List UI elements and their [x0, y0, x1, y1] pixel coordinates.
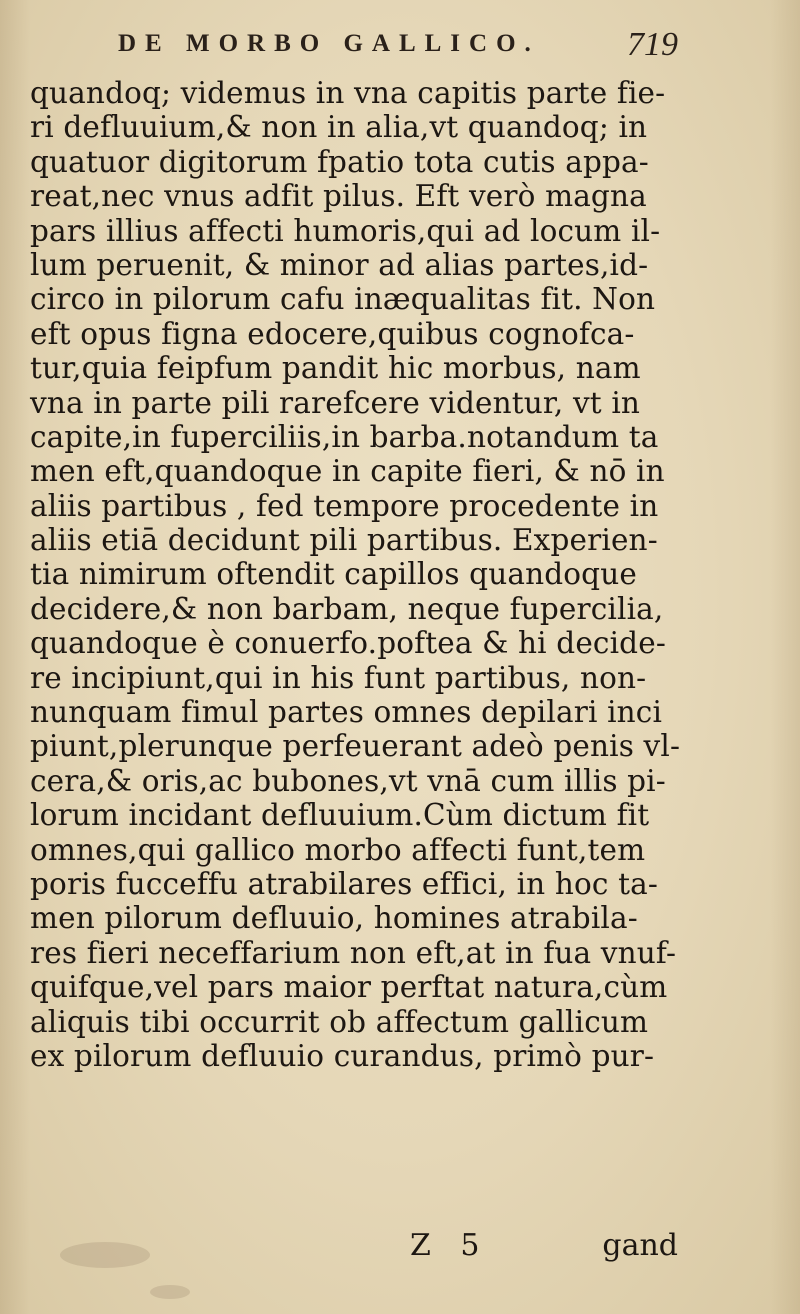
text-line: aliquis tibi occurrit ob affectum gallicum [30, 1004, 649, 1039]
catchword: gand [602, 1228, 678, 1263]
right-edge-shadow [770, 0, 800, 1314]
text-line: capite,in fuperciliis,in barba.notandum ta [30, 419, 659, 454]
text-line: quandoque è conuerfo.poftea & hi decide- [30, 626, 666, 661]
text-line: aliis etiā decidunt pili partibus. Experien- [30, 523, 658, 558]
text-line: vna in parte pili rarefcere videntur, vt in [30, 385, 641, 420]
text-line: men pilorum defluuio, homines atrabila- [30, 901, 638, 936]
text-line: pars illius affecti humoris,qui ad locum il- [30, 213, 661, 248]
text-line: lum peruenit, & minor ad alias partes,id- [30, 247, 649, 282]
text-line: quandoq; videmus in vna capitis parte fie- [30, 76, 666, 110]
text-line: ri defluuium,& non in alia,vt quandoq; in [30, 110, 648, 145]
text-line: quatuor digitorum fpatio tota cutis appa- [30, 144, 649, 179]
text-line: ex pilorum defluuio curandus, primò pur- [30, 1038, 655, 1073]
text-line: circo in pilorum cafu inæqualitas fit. Non [30, 282, 656, 317]
text-line: cera,& oris,ac bubones,vt vnā cum illis pi- [30, 763, 666, 798]
page-footer [78, 1228, 678, 1272]
text-line: tia nimirum oftendit capillos quandoque [30, 557, 637, 592]
text-line: quifque,vel pars maior perftat natura,cùm [30, 970, 668, 1005]
text-line: men eft,quandoque in capite fieri, & nō in [30, 454, 665, 489]
text-line: reat,nec vnus adfit pilus. Eft verò magna [30, 179, 647, 214]
text-line: omnes,qui gallico morbo affecti funt,tem [30, 832, 646, 867]
text-line: lorum incidant defluuium.Cùm dictum fit [30, 798, 650, 833]
body-text [30, 76, 770, 1073]
text-line: piunt,plerunque perfeuerant adeò penis vl- [30, 729, 681, 764]
page-number: 719 [627, 26, 678, 63]
ink-smudge [150, 1285, 190, 1299]
text-line: nunquam fimul partes omnes depilari inci [30, 695, 663, 730]
text-line: aliis partibus , fed tempore procedente in [30, 488, 659, 523]
text-line: res fieri neceffarium non eft,at in fua vnuf- [30, 935, 677, 970]
running-head: DE MORBO GALLICO. [118, 30, 540, 57]
page-header [118, 26, 678, 70]
signature-mark: Z 5 [410, 1228, 490, 1263]
text-line: tur,quia feipfum pandit hic morbus, nam [30, 351, 641, 386]
left-edge-shadow [0, 0, 30, 1314]
text-line: re incipiunt,qui in his funt partibus, non- [30, 660, 647, 695]
text-line: decidere,& non barbam, neque fupercilia, [30, 591, 664, 626]
text-line: poris fucceffu atrabilares effici, in hoc ta- [30, 866, 658, 901]
text-line: eft opus figna edocere,quibus cognofca- [30, 316, 635, 351]
